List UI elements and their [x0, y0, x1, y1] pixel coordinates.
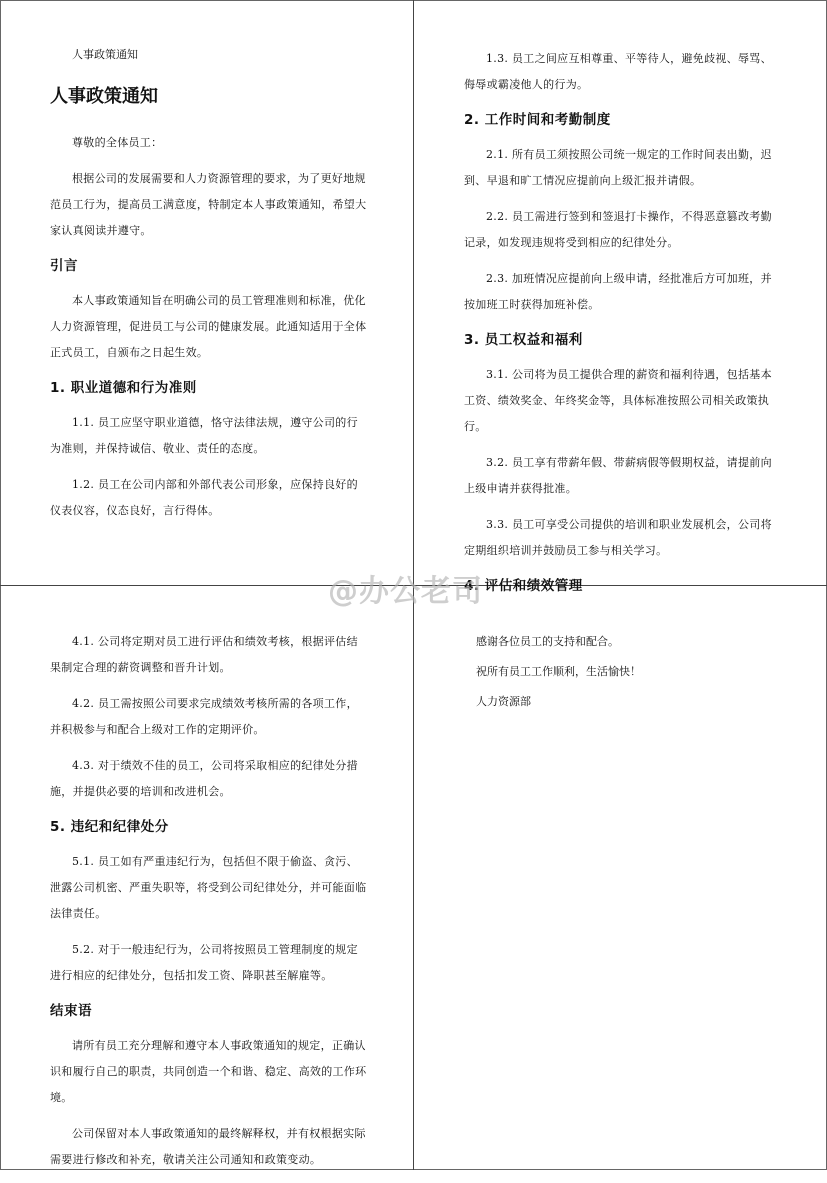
clause-1-1: 1.1. 员工应坚守职业道德，恪守法律法规，遵守公司的行为准则，并保持诚信、敬业、责任的态度。 [50, 416, 358, 455]
thanks-line: 感谢各位员工的支持和配合。 [476, 635, 619, 648]
clause-2-3: 2.3. 加班情况应提前向上级申请，经批准后方可加班，并按加班工时获得加班补偿。 [464, 272, 772, 311]
page-4 [464, 629, 782, 719]
running-header: 人事政策通知 [72, 48, 138, 61]
page-3 [50, 629, 368, 1183]
page-2 [464, 46, 782, 608]
closing-paragraph-1: 请所有员工充分理解和遵守本人事政策通知的规定，正确认识和履行自己的职责，共同创造一个和谐、稳定、高效的工作环境。 [50, 1039, 367, 1104]
clause-2-2: 2.2. 员工需进行签到和签退打卡操作，不得恶意篡改考勤记录，如发现违规将受到相应的纪律处分。 [464, 210, 772, 249]
clause-5-2: 5.2. 对于一般违纪行为，公司将按照员工管理制度的规定进行相应的纪律处分，包括扣发工资、降职甚至解雇等。 [50, 943, 358, 982]
heading-section-3: 3. 员工权益和福利 [464, 332, 583, 348]
clause-3-2: 3.2. 员工享有带薪年假、带薪病假等假期权益，请提前向上级申请并获得批准。 [464, 456, 772, 495]
signature-line: 人力资源部 [476, 695, 531, 708]
clause-1-2: 1.2. 员工在公司内部和外部代表公司形象，应保持良好的仪表仪容，仪态良好，言行得体。 [50, 478, 358, 517]
clause-4-2: 4.2. 员工需按照公司要求完成绩效考核所需的各项工作，并积极参与和配合上级对工作的定期评价。 [50, 697, 358, 736]
clause-4-3: 4.3. 对于绩效不佳的员工，公司将采取相应的纪律处分措施，并提供必要的培训和改进机会。 [50, 759, 358, 798]
clause-2-1: 2.1. 所有员工须按照公司统一规定的工作时间表出勤，迟到、早退和旷工情况应提前向上级汇报并请假。 [464, 148, 772, 187]
heading-section-5: 5. 违纪和纪律处分 [50, 819, 169, 835]
page-1 [50, 46, 368, 534]
intro-paragraph: 本人事政策通知旨在明确公司的员工管理准则和标准，优化人力资源管理，促进员工与公司的健康发展。此通知适用于全体正式员工，自颁布之日起生效。 [50, 294, 367, 359]
watermark: @办公老司 [328, 574, 483, 609]
heading-section-1: 1. 职业道德和行为准则 [50, 380, 197, 396]
wish-line: 祝所有员工工作顺利，生活愉快！ [476, 665, 641, 678]
heading-section-2: 2. 工作时间和考勤制度 [464, 112, 611, 128]
opening-paragraph: 根据公司的发展需要和人力资源管理的要求，为了更好地规范员工行为，提高员工满意度，特制定本人事政策通知，希望大家认真阅读并遵守。 [50, 172, 367, 237]
clause-1-3: 1.3. 员工之间应互相尊重、平等待人，避免歧视、辱骂、侮辱或霸凌他人的行为。 [464, 52, 772, 91]
clause-3-1: 3.1. 公司将为员工提供合理的薪资和福利待遇，包括基本工资、绩效奖金、年终奖金等，具体标准按照公司相关政策执行。 [464, 368, 772, 433]
heading-section-4: 4. 评估和绩效管理 [464, 578, 583, 594]
document-title: 人事政策通知 [50, 86, 158, 107]
clause-3-3: 3.3. 员工可享受公司提供的培训和职业发展机会，公司将定期组织培训并鼓励员工参与相关学习。 [464, 518, 772, 557]
salutation: 尊敬的全体员工： [72, 136, 163, 149]
closing-paragraph-2: 公司保留对本人事政策通知的最终解释权，并有权根据实际需要进行修改和补充，敬请关注公司通知和政策变动。 [50, 1127, 366, 1166]
clause-4-1: 4.1. 公司将定期对员工进行评估和绩效考核，根据评估结果制定合理的薪资调整和晋升计划。 [50, 635, 358, 674]
heading-closing: 结束语 [50, 1003, 92, 1019]
clause-5-1: 5.1. 员工如有严重违纪行为，包括但不限于偷盗、贪污、泄露公司机密、严重失职等，将受到公司纪律处分，并可能面临法律责任。 [50, 855, 367, 920]
heading-intro: 引言 [50, 258, 78, 274]
